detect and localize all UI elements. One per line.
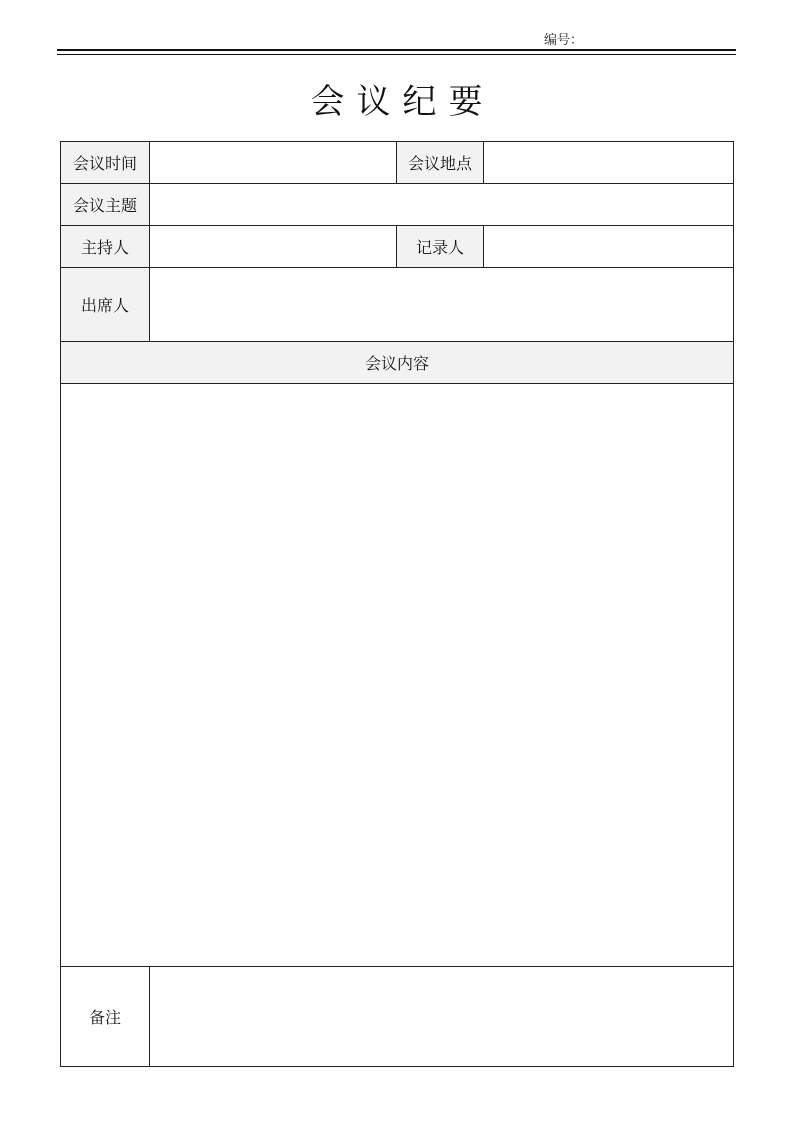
notes-field[interactable] xyxy=(150,967,734,1067)
meeting-location-field[interactable] xyxy=(484,142,734,184)
row-topic xyxy=(61,184,734,226)
meeting-location-label: 会议地点 xyxy=(397,142,484,184)
row-notes xyxy=(61,967,734,1067)
attendees-field[interactable] xyxy=(150,268,734,342)
notes-label: 备注 xyxy=(61,967,150,1067)
meeting-content-header: 会议内容 xyxy=(61,342,734,384)
row-host-recorder xyxy=(61,226,734,268)
meeting-time-field[interactable] xyxy=(150,142,397,184)
row-content-header xyxy=(61,342,734,384)
header-rule-thick xyxy=(57,49,736,51)
document-title: 会议纪要 xyxy=(310,82,495,122)
header-rule-thin xyxy=(57,54,736,55)
meeting-time-label: 会议时间 xyxy=(61,142,150,184)
meeting-content-field[interactable] xyxy=(61,384,734,967)
row-time-location xyxy=(61,142,734,184)
recorder-label: 记录人 xyxy=(397,226,484,268)
serial-number-label: 编号： xyxy=(544,33,584,48)
row-content xyxy=(61,384,734,967)
meeting-minutes-form xyxy=(60,141,734,1067)
row-attendees xyxy=(61,268,734,342)
recorder-field[interactable] xyxy=(484,226,734,268)
meeting-topic-label: 会议主题 xyxy=(61,184,150,226)
attendees-label: 出席人 xyxy=(61,268,150,342)
host-field[interactable] xyxy=(150,226,397,268)
meeting-topic-field[interactable] xyxy=(150,184,734,226)
host-label: 主持人 xyxy=(61,226,150,268)
